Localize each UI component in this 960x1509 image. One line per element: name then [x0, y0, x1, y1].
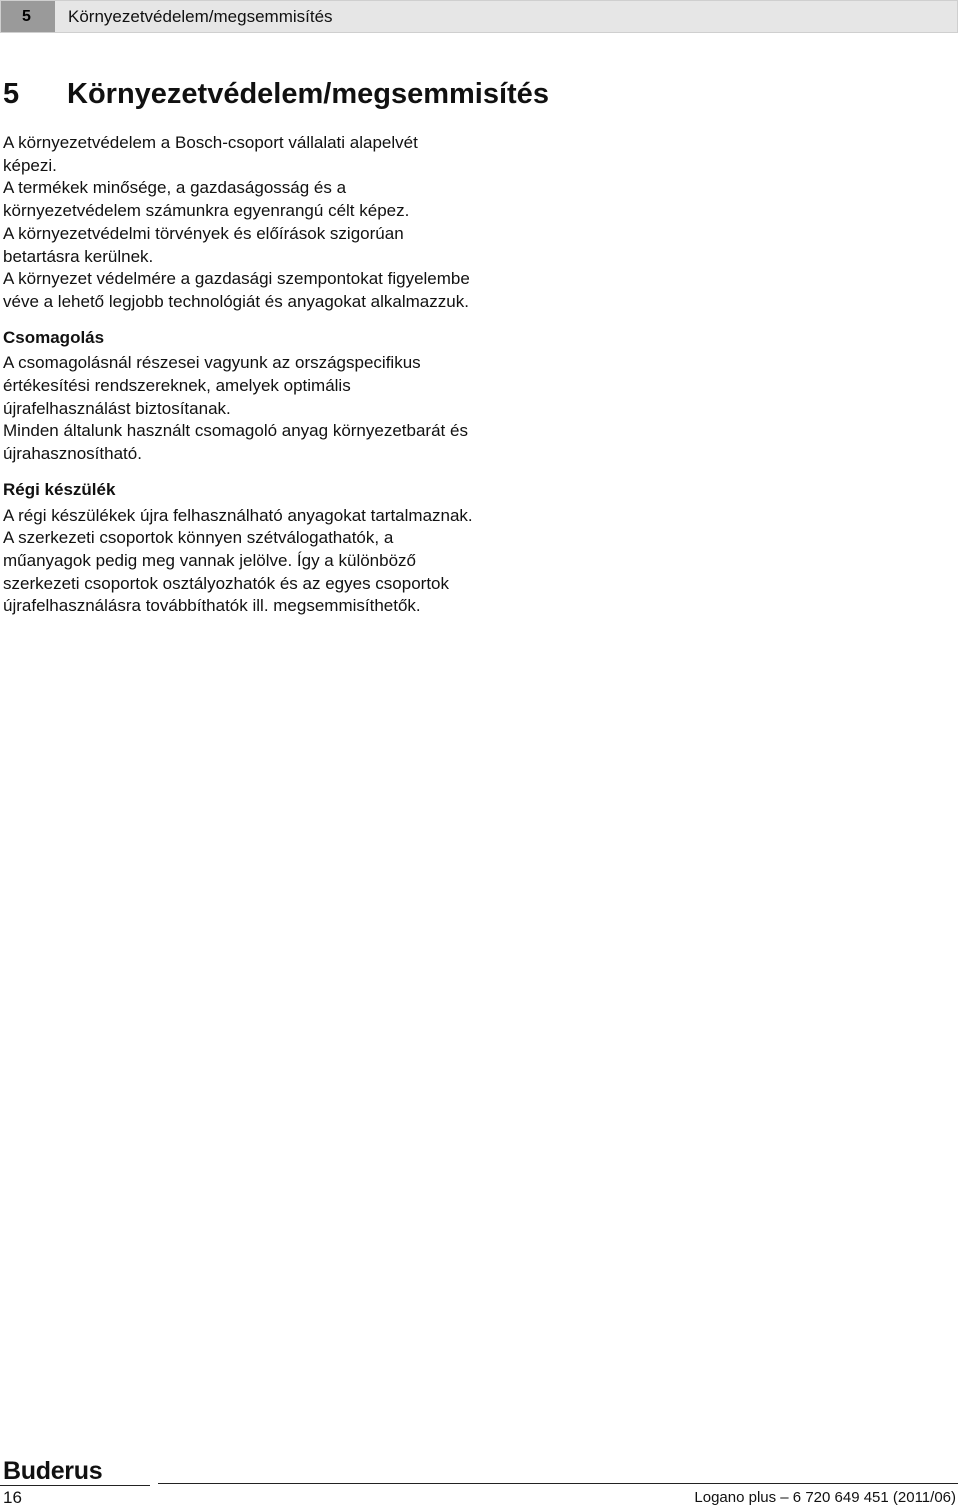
header-section-title: Környezetvédelem/megsemmisítés — [68, 7, 333, 26]
chapter-number: 5 — [3, 78, 20, 110]
footer-divider-left — [0, 1485, 150, 1486]
paragraph: A környezetvédelmi törvények és előírások szigorúan betartásra kerülnek. — [3, 223, 404, 266]
paragraph: A környezetvédelem a Bosch-csoport vállalati alapelvét képezi. — [3, 133, 418, 175]
intro-section — [3, 132, 473, 314]
brand-logo: Buderus — [3, 1457, 103, 1485]
section-heading: Régi készülék — [3, 479, 116, 499]
page-number: 16 — [3, 1488, 22, 1507]
section-heading: Csomagolás — [3, 327, 105, 347]
chapter-title — [3, 78, 549, 111]
footer-divider — [158, 1483, 958, 1484]
header-section-number: 5 — [1, 1, 55, 32]
paragraph: A szerkezeti csoportok könnyen szétválogathatók, a műanyagok pedig meg vannak jelölve. Így a különböző szerkezeti csoportok osztályozhatók és az egyes csoportok újrafelhasználásra továbbíthatók ill. megsemmisíthetők. — [3, 528, 449, 616]
running-header — [0, 0, 958, 33]
paragraph: A termékek minősége, a gazdaságosság és a környezetvédelem számunkra egyenrangú célt képez. — [3, 178, 410, 221]
main-content — [3, 132, 473, 618]
paragraph: A régi készülékek újra felhasználható anyagokat tartalmaznak. — [3, 505, 473, 525]
paragraph: A környezet védelmére a gazdasági szempontokat figyelembe véve a lehető legjobb technológiát és anyagokat alkalmazzuk. — [3, 269, 470, 311]
paragraph: A csomagolásnál részesei vagyunk az országspecifikus értékesítési rendszereknek, amelyek optimális újrafelhasználást biztosítanak. — [3, 353, 421, 418]
chapter-title-text: Környezetvédelem/megsemmisítés — [67, 78, 549, 110]
packaging-section — [3, 327, 473, 466]
paragraph: Minden általunk használt csomagoló anyag környezetbarát és újrahasznosítható. — [3, 421, 468, 464]
document-reference: Logano plus – 6 720 649 451 (2011/06) — [694, 1489, 956, 1506]
old-device-section — [3, 479, 473, 618]
